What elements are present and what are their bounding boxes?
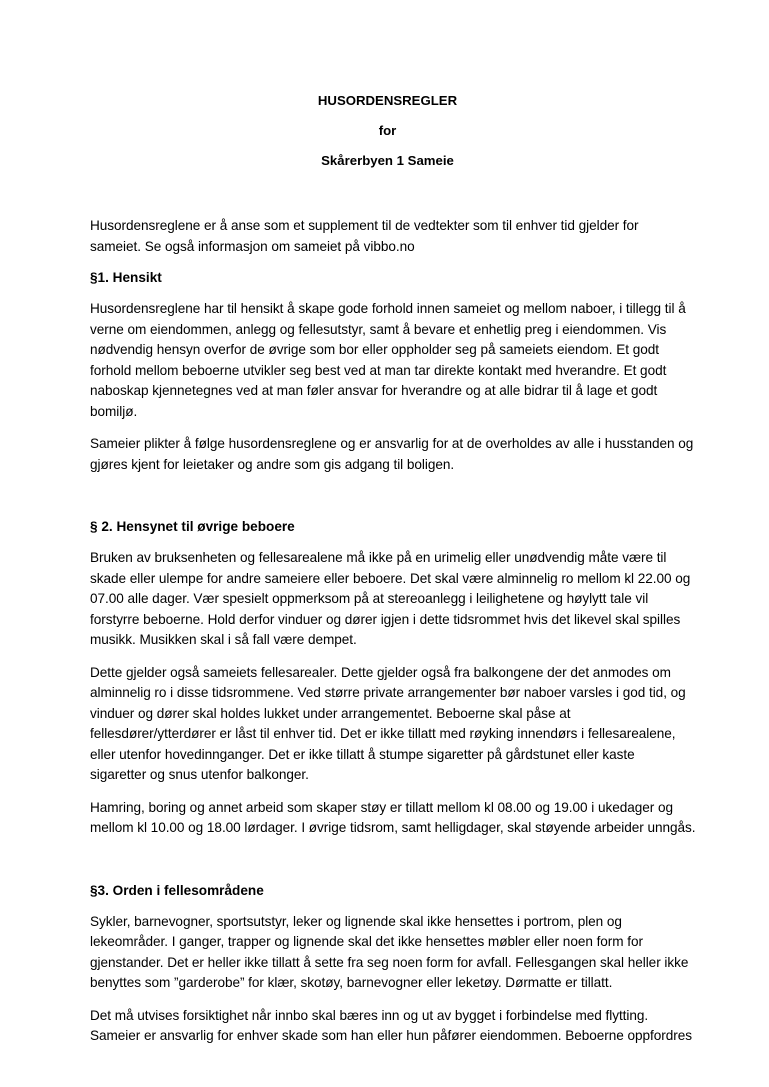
text-line: gjenstander. Det er heller ikke tillatt å sette fra seg noen form for avfall. Fellesgangen skal heller ikke <box>90 954 689 970</box>
section-2-paragraph-2 <box>90 663 685 786</box>
text-line: Bruken av bruksenheten og fellesarealene må ikke på en urimelig eller unødvendig måte være til <box>90 550 667 565</box>
text-line: Sykler, barnevogner, sportsutstyr, leker og lignende skal ikke hensettes i portrom, plen og <box>90 913 622 929</box>
section-3-paragraph-1 <box>90 912 689 994</box>
text-line: Hamring, boring og annet arbeid som skaper støy er tillatt mellom kl 08.00 og 19.00 i ukedager og <box>90 799 674 815</box>
text-line: alminnelig ro i disse tidsrommene. Ved større private arrangementer bør naboer varsles i god tid, og <box>90 685 686 700</box>
text-line: gjøres kjent for leietaker og andre som gis adgang til boligen. <box>90 456 455 472</box>
text-line: musikk. Musikken skal i så fall være dempet. <box>90 632 357 647</box>
document-title-for: for <box>378 123 397 138</box>
text-line: nødvendig hensyn overfor de øvrige som bor eller oppholder seg på sameiets eiendom. Et godt <box>90 342 659 357</box>
text-line: naboskap kjennetegnes ved at man føler ansvar for hverandre og at alle bidrar til å lage et godt <box>90 383 658 398</box>
section-1-paragraph-2 <box>90 434 694 475</box>
text-line: benyttes som ”garderobe” for klær, skotøy, barnevogner eller leketøy. Dørmatte er tillatt. <box>90 975 613 990</box>
text-line: fellesdører/ytterdører er låst til enhver tid. Det er ikke tillatt med røyking innendørs i fellesarealene, <box>90 726 676 741</box>
section-1-heading: §1. Hensikt <box>90 270 162 285</box>
text-line: lekeområder. I ganger, trapper og lignende skal det ikke hensettes møbler eller noen form for <box>90 934 643 949</box>
text-line: forhold mellom beboerne utvikler seg best ved at man tar direkte kontakt med hverandre. Et godt <box>90 362 667 378</box>
text-line: sameiet. Se også informasjon om sameiet på vibbo.no <box>90 238 415 254</box>
text-line: bomiljø. <box>90 403 138 419</box>
text-line: Husordensreglene er å anse som et supplement til de vedtekter som til enhver tid gjelder for <box>90 218 639 233</box>
text-line: Det må utvises forsiktighet når innbo skal bæres inn og ut av bygget i forbindelse med flytting. <box>90 1007 649 1023</box>
text-line: eller utenfor hovedinnganger. Det er ikke tillatt å stumpe sigaretter på gårdstunet eller kaste <box>90 746 635 762</box>
section-1-paragraph-1 <box>90 299 685 422</box>
text-line: vinduer og dører skal holdes lukket under arrangementet. Beboerne skal påse at <box>90 705 571 721</box>
section-2-paragraph-3 <box>90 798 696 839</box>
section-2-paragraph-1 <box>90 548 691 651</box>
text-line: Husordensreglene har til hensikt å skape gode forhold innen sameiet og mellom naboer, i tillegg til å <box>90 301 686 316</box>
section-3-heading: §3. Orden i fellesområdene <box>90 882 264 898</box>
text-line: 07.00 alle dager. Vær spesielt oppmerksom på at stereoanlegg i leilighetene og høylytt tale vil <box>90 591 649 606</box>
document-title-organization: Skårerbyen 1 Sameie <box>321 153 454 168</box>
text-line: verne om eiendommen, anlegg og fellesutstyr, samt å bevare et enhetlig preg i eiendommen. Vis <box>90 321 667 337</box>
text-line: Dette gjelder også sameiets fellesarealer. Dette gjelder også fra balkongene der det anmodes om <box>90 664 671 680</box>
text-line: Sameier er ansvarlig for enhver skade som han eller hun påfører eiendommen. Beboerne oppfordres <box>90 1028 693 1043</box>
text-line: sigaretter og snus utenfor balkonger. <box>90 767 309 782</box>
text-line: mellom kl 10.00 og 18.00 lørdager. I øvrige tidsrom, samt helligdager, skal støyende arbeider unngås. <box>90 820 696 835</box>
section-3-paragraph-2 <box>90 1006 693 1047</box>
document-title: HUSORDENSREGLER <box>317 93 458 108</box>
section-2-heading: § 2. Hensynet til øvrige beboere <box>90 519 295 534</box>
text-line: Sameier plikter å følge husordensreglene og er ansvarlig for at de overholdes av alle i husstanden og <box>90 436 694 451</box>
text-line: skade eller ulempe for andre sameiere eller beboere. Det skal være alminnelig ro mellom kl 22.00 og <box>90 570 691 586</box>
text-line: forstyrre beboerne. Hold derfor vinduer og dører igjen i dette tidsrommet hvis det likevel skal spilles <box>90 611 681 627</box>
intro-paragraph <box>90 216 685 257</box>
